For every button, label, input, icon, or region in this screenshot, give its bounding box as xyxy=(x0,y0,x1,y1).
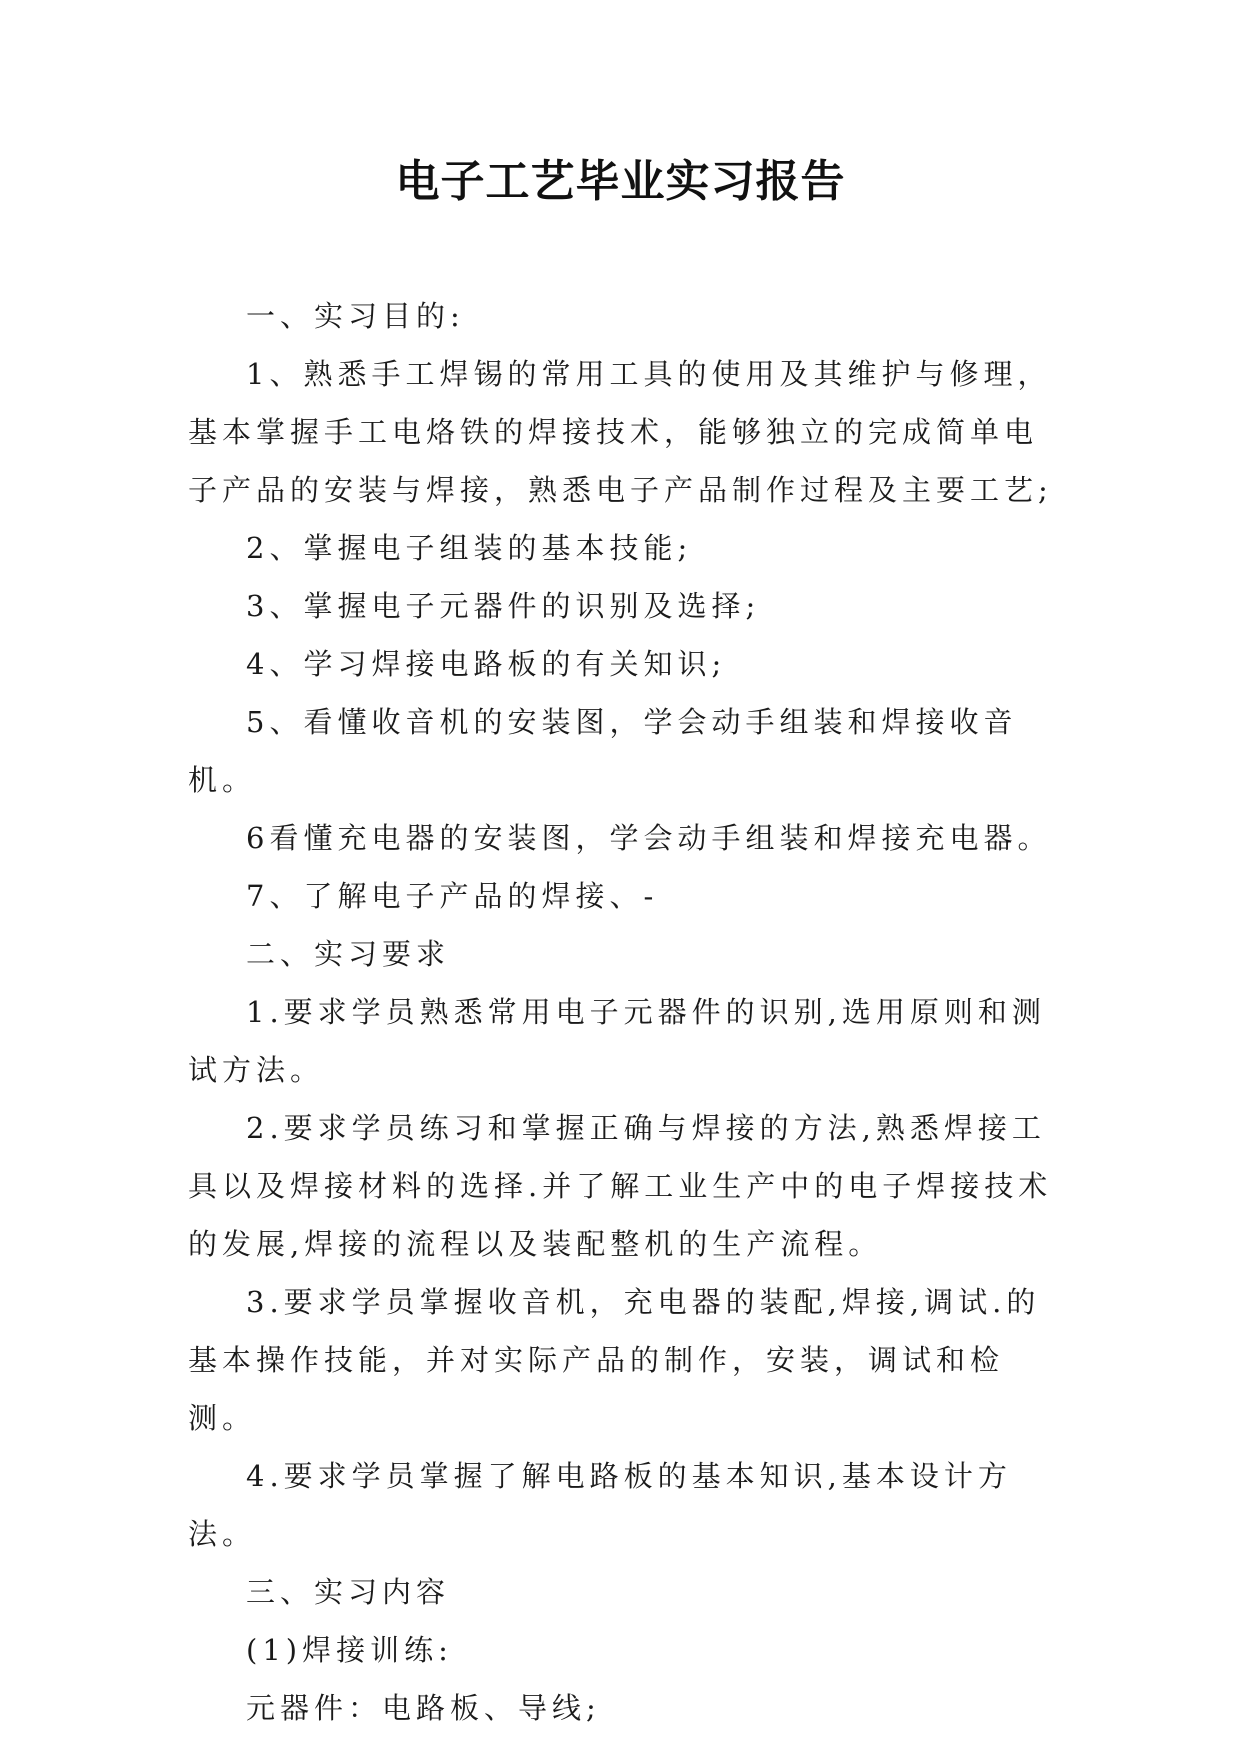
purpose-item-7: 7、了解电子产品的焊接、- xyxy=(246,879,659,913)
section-heading-content: 三、实习内容 xyxy=(246,1575,451,1609)
purpose-item-1: 1、熟悉手工焊锡的常用工具的使用及其维护与修理，基本掌握手工电烙铁的焊接技术，能够独立的完成简单电子产品的安装与焊接，熟悉电子产品制作过程及主要工艺; xyxy=(188,357,1053,507)
purpose-item-6: 6看懂充电器的安装图，学会动手组装和焊接充电器。 xyxy=(246,821,1052,855)
requirement-item-4: 4.要求学员掌握了解电路板的基本知识,基本设计方法。 xyxy=(188,1459,1012,1551)
content-components-line: 元器件：电路板、导线; xyxy=(246,1691,601,1725)
purpose-item-3: 3、掌握电子元器件的识别及选择; xyxy=(246,589,761,623)
document-body xyxy=(188,287,1068,1737)
purpose-item-2: 2、掌握电子组装的基本技能; xyxy=(246,531,693,565)
section-heading-purpose: 一、实习目的: xyxy=(246,299,465,333)
requirement-item-1: 1.要求学员熟悉常用电子元器件的识别,选用原则和测试方法。 xyxy=(188,995,1046,1087)
document-title: 电子工艺毕业实习报告 xyxy=(395,156,846,207)
requirement-item-3: 3.要求学员掌握收音机，充电器的装配,焊接,调试.的基本操作技能，并对实际产品的制作，安装，调试和检测。 xyxy=(188,1285,1041,1435)
requirement-item-2: 2.要求学员练习和掌握正确与焊接的方法,熟悉焊接工具以及焊接材料的选择.并了解工业生产中的电子焊接技术的发展,焊接的流程以及装配整机的生产流程。 xyxy=(188,1111,1053,1261)
purpose-item-5: 5、看懂收音机的安装图，学会动手组装和焊接收音机。 xyxy=(188,705,1018,797)
content-subheading-welding: (1)焊接训练: xyxy=(246,1633,453,1667)
section-heading-requirements: 二、实习要求 xyxy=(246,937,451,971)
purpose-item-4: 4、学习焊接电路板的有关知识; xyxy=(246,647,727,681)
